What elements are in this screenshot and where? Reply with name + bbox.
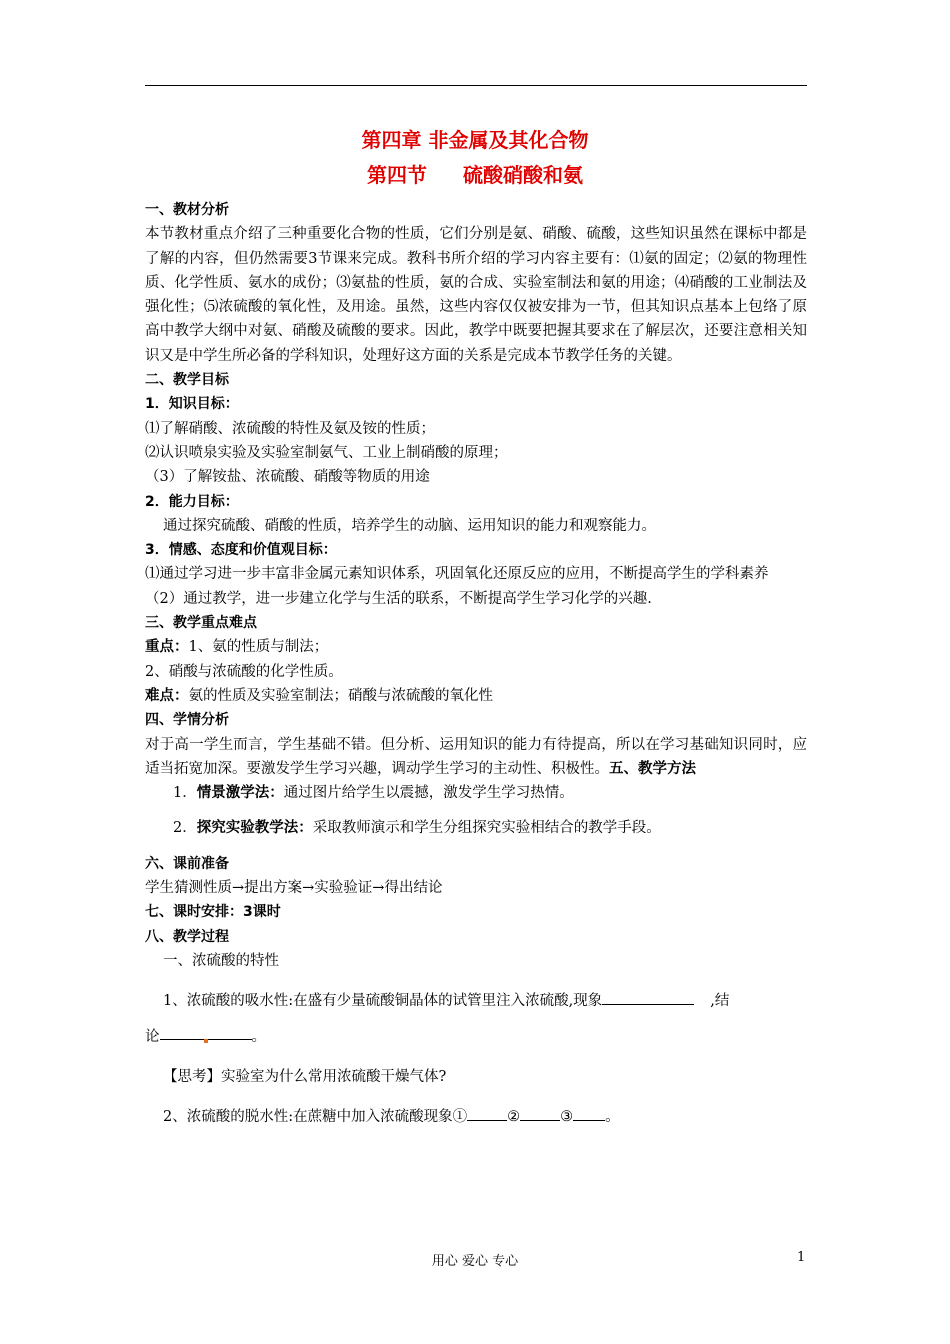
header-rule (145, 85, 807, 86)
emotion-goal-2: （2）通过教学，进一步建立化学与生活的联系，不断提高学生学习化学的兴趣. (145, 590, 652, 607)
label-ability-goals: 2．能力目标： (145, 493, 239, 510)
label-difficulty: 难点： (145, 687, 189, 704)
question-2 (145, 1105, 807, 1129)
method-2-number: 2． (173, 820, 197, 837)
preparation-text: 学生猜测性质→提出方案→实验验证→得出结论 (145, 880, 443, 897)
think-question: 【思考】实验室为什么常用浓硫酸干燥气体? (163, 1068, 447, 1085)
label-knowledge-goals: 1．知识目标： (145, 396, 239, 413)
page-number: 1 (797, 1250, 806, 1265)
key-point-2: 2、硝酸与浓硫酸的化学性质。 (145, 663, 343, 680)
heading-teaching-methods: 五、教学方法 (609, 760, 696, 777)
question-1 (145, 989, 807, 1013)
knowledge-goal-1: ⑴了解硝酸、浓硫酸的特性及氨及铵的性质； (145, 420, 435, 437)
method-1-text: 通过图片给学生以震撼，激发学生学习热情。 (283, 785, 574, 802)
answer-blank-phenomenon[interactable] (602, 990, 694, 1005)
heading-teaching-process: 八、教学过程 (145, 928, 229, 945)
paragraph-textbook-analysis: 本节教材重点介绍了三种重要化合物的性质，它们分别是氨、硝酸、硫酸，这些知识虽然在课标中都是了解的内容，但仍然需要3节课来完成。教科书所介绍的学习内容主要有：⑴氨的固定；⑵氨的物理性质、化学性质、氨水的成份；⑶氨盐的性质，氨的合成、实验室制法和氨的用途；⑷硝酸的工业制法及强化性；⑸浓硫酸的氧化性，及用途。虽然，这些内容仅仅被安排为一节，但其知识点基本上包络了原高中教学大纲中对氨、硝酸及硫酸的要求。因此，教学中既要把握其要求在了解层次，还要注意相关知识又是中学生所必备的学科知识，处理好这方面的关系是完成本节教学任务的关键。 (145, 226, 807, 364)
ability-goal-1: 通过探究硫酸、硝酸的性质，培养学生的动脑、运用知识的能力和观察能力。 (163, 517, 656, 534)
label-key: 重点： (145, 639, 189, 656)
answer-blank-1[interactable] (467, 1106, 507, 1121)
question-1-text: 1、浓硫酸的吸水性:在盛有少量硫酸铜晶体的试管里注入浓硫酸,现象 (163, 993, 603, 1010)
question-2-marker-3: ③ (560, 1109, 574, 1126)
answer-blank-3[interactable] (573, 1106, 605, 1121)
section-number: 第四节 (367, 163, 427, 187)
heading-preparation: 六、课前准备 (145, 855, 229, 872)
question-1-tail: ,结 (710, 993, 730, 1010)
subheading-sulfuric-acid: 一、浓硫酸的特性 (163, 952, 279, 969)
method-1-number: 1． (173, 785, 197, 802)
question-2-end: 。 (605, 1109, 620, 1126)
question-2-marker-2: ② (507, 1109, 521, 1126)
method-1-label: 情景激学法： (196, 785, 284, 802)
difficulty-line (145, 684, 807, 708)
answer-blank-2[interactable] (520, 1106, 560, 1121)
label-emotion-goals: 3．情感、态度和价值观目标： (145, 542, 337, 559)
method-2-text: 采取教师演示和学生分组探究实验相结合的教学手段。 (312, 820, 661, 837)
method-2-label: 探究实验教学法： (196, 820, 313, 837)
question-1-conclusion (145, 1025, 807, 1049)
heading-textbook-analysis: 一、教材分析 (145, 202, 229, 218)
method-2 (145, 816, 807, 840)
chapter-title: 第四章 非金属及其化合物 (361, 128, 589, 152)
heading-student-analysis: 四、学情分析 (145, 712, 229, 729)
student-analysis-text: 对于高一学生而言，学生基础不错。但分析、运用知识的能力有待提高，所以在学习基础知识同时，应适当拓宽加深。要激发学生学习兴趣，调动学生学习的主动性、积极性。 (145, 736, 807, 777)
marker-dot (204, 1039, 208, 1043)
section-name: 硫酸硝酸和氨 (463, 163, 583, 187)
knowledge-goal-2: ⑵认识喷泉实验及实验室制氨气、工业上制硝酸的原理； (145, 444, 508, 461)
footer-motto: 用心 爱心 专心 (431, 1254, 519, 1269)
section-title (0, 159, 950, 188)
knowledge-goal-3: （3）了解铵盐、浓硫酸、硝酸等物质的用途 (145, 469, 430, 486)
conclusion-label: 论 (145, 1028, 160, 1045)
paragraph-student-analysis (145, 733, 807, 782)
heading-teaching-goals: 二、教学目标 (145, 372, 229, 389)
key-point-1: 1、氨的性质与制法； (188, 639, 329, 656)
emotion-goal-1: ⑴通过学习进一步丰富非金属元素知识体系，巩固氧化还原反应的应用，不断提高学生的学科素养 (145, 566, 769, 583)
method-1 (145, 781, 807, 805)
heading-schedule: 七、课时安排：3课时 (145, 904, 281, 921)
answer-blank-conclusion[interactable] (160, 1025, 252, 1040)
heading-key-points: 三、教学重点难点 (145, 615, 257, 632)
document-body (145, 198, 807, 1129)
question-2-text: 2、浓硫酸的脱水性:在蔗糖中加入浓硫酸现象① (163, 1109, 468, 1126)
conclusion-end: 。 (251, 1028, 266, 1045)
key-point-line-1 (145, 635, 807, 659)
difficulty-text: 氨的性质及实验室制法；硝酸与浓硫酸的氧化性 (188, 687, 493, 704)
